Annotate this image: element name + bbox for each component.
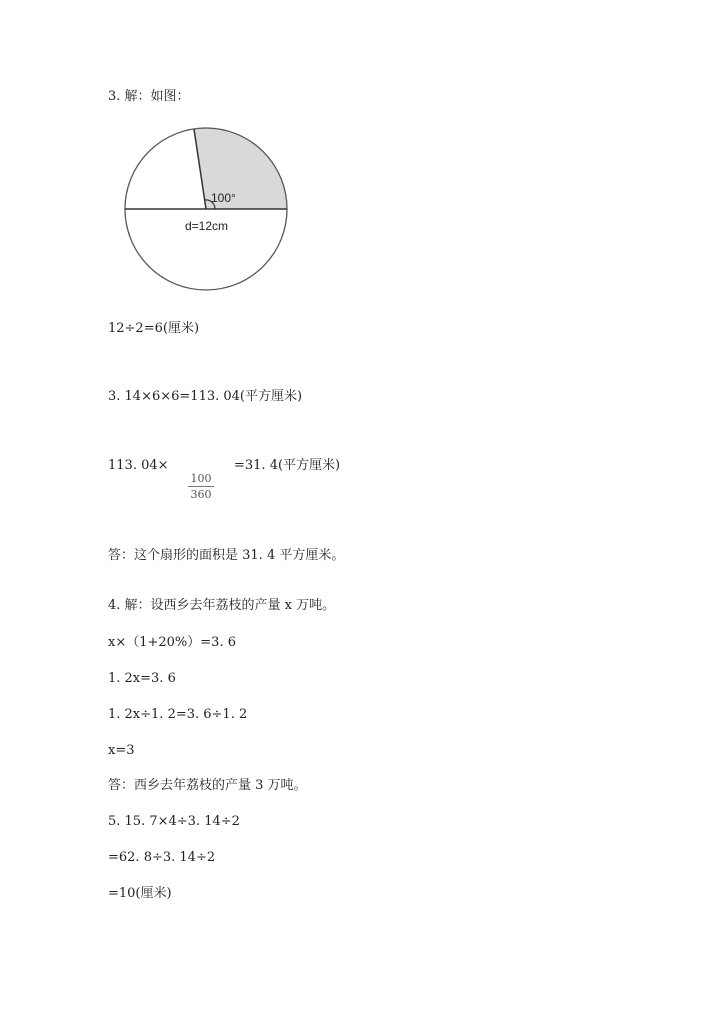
diameter-label: d=12cm [185,219,229,233]
fraction-bar [188,486,214,487]
q5-line-1: 5. 15. 7×4÷3. 14÷2 [108,814,240,829]
q3-heading: 3. 解：如图： [108,89,190,104]
fraction-100-360 [188,472,214,501]
q3-step1: 12÷2=6(厘米) [108,321,200,336]
fraction-denominator: 360 [190,488,212,501]
q4-line-4: x=3 [108,743,135,758]
q4-heading: 4. 解：设西乡去年荔枝的产量 x 万吨。 [108,598,336,613]
q3-step3-left: 113. 04× [108,458,169,473]
q4-line-3: 1. 2x÷1. 2=3. 6÷1. 2 [108,707,248,722]
q3-answer: 答：这个扇形的面积是 31. 4 平方厘米。 [108,548,345,563]
q4-line-2: 1. 2x=3. 6 [108,671,176,686]
q5-line-2: =62. 8÷3. 14÷2 [108,850,216,865]
angle-label: 100° [211,191,236,205]
q4-answer: 答：西乡去年荔枝的产量 3 万吨。 [108,778,307,793]
q3-step3-right: =31. 4(平方厘米) [234,458,341,473]
shaded-sector [194,128,287,209]
q3-step2: 3. 14×6×6=113. 04(平方厘米) [108,389,303,404]
q4-line-1: x×（1+20%）=3. 6 [108,635,236,650]
q5-line-3: =10(厘米) [108,886,172,901]
sector-diagram [118,122,294,298]
fraction-numerator: 100 [190,472,212,485]
